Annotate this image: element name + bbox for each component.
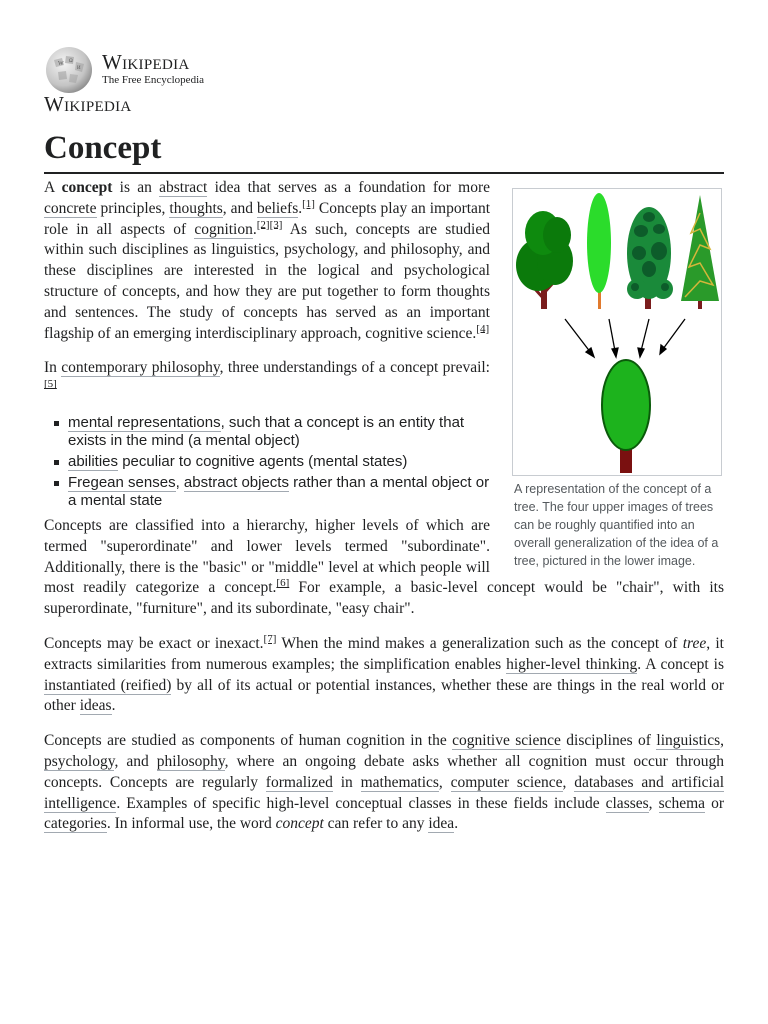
intro-paragraph: A concept is an abstract idea that serves as a foundation for more concrete principles, thoughts, and beliefs.[1] Concepts play an important role in all aspects of cognition.[2][3] As such, concepts are studied within such disciplines as linguistics, psychology, and philosophy, and these disciplines are interested in the logical and psychological structure of concepts, and how they are put together to form thoughts and sentences. The study of concepts has served as an important flagship of an emerging interdisciplinary approach, cognitive science.[4]	[44, 179, 490, 342]
reference-link[interactable]: [4]	[476, 322, 490, 335]
link-cognitive-science[interactable]: cognitive science	[452, 732, 561, 750]
italic-term-tree: tree	[682, 634, 707, 652]
svg-text:W: W	[58, 61, 64, 67]
link-fregean-senses[interactable]: Fregean senses	[68, 473, 176, 491]
reference-link[interactable]: [6]	[276, 577, 290, 590]
disciplines-paragraph: Concepts are studied as components of human cognition in the cognitive science disciplines of linguistics, psychology, and philosophy, where an ongoing debate asks whether all cognition must occur through concepts. Concepts are regularly formalized in mathematics, computer science, databases and artificial intelligence. Examples of specific high-level conceptual classes in these fields include classes, schema or categories. In informal use, the word concept can refer to any idea.	[44, 732, 725, 833]
list-item: abilities peculiar to cognitive agents (mental states)	[44, 453, 724, 471]
site-header	[44, 46, 344, 116]
italic-term-concept: concept	[275, 815, 324, 833]
link-mental-representations[interactable]: mental representations	[68, 413, 221, 431]
link-schema[interactable]: schema	[658, 794, 706, 812]
link-cognition[interactable]: cognition	[194, 220, 253, 238]
generalization-paragraph: Concepts may be exact or inexact.[7] When the mind makes a generalization such as the concept of tree, it extracts similarities from numerous examples; the simplification enables higher-level thinking. A concept is instantiated (reified) by all of its actual or potential instances, whether these are things in the real world or other ideas.	[44, 632, 725, 715]
reference-link[interactable]: [7]	[263, 632, 277, 645]
wikipedia-wordmark[interactable]: Wikipedia	[102, 50, 190, 74]
link-psychology[interactable]: psychology	[44, 752, 115, 770]
svg-text:И: И	[77, 66, 81, 71]
link-ideas[interactable]: ideas	[79, 697, 112, 715]
link-contemporary-philosophy[interactable]: contemporary philosophy	[61, 359, 220, 377]
link-classes[interactable]: classes	[605, 794, 649, 812]
link-higher-level-thinking[interactable]: higher-level thinking	[506, 655, 638, 673]
understandings-list	[44, 414, 724, 510]
link-computer-science[interactable]: computer science	[450, 773, 563, 791]
page-title: Concept	[44, 130, 162, 166]
link-philosophy[interactable]: philosophy	[156, 752, 225, 770]
understandings-intro-paragraph: In contemporary philosophy, three understandings of a concept prevail:[5]	[44, 359, 490, 391]
link-formalized[interactable]: formalized	[265, 773, 333, 791]
reference-link[interactable]: [3]	[269, 218, 283, 231]
wikipedia-wordmark-secondary[interactable]: Wikipedia	[44, 92, 132, 116]
title-divider	[44, 172, 724, 174]
tree-concept-figure	[512, 188, 724, 570]
link-instantiated[interactable]: instantiated (reified)	[44, 676, 172, 694]
link-databases-and-ai[interactable]: databases and artificial intelligence	[44, 773, 725, 812]
wikipedia-tagline: The Free Encyclopedia	[102, 74, 205, 86]
link-linguistics[interactable]: linguistics	[656, 732, 721, 750]
bold-term-concept: concept	[61, 179, 113, 196]
broad-tree-image	[516, 211, 573, 309]
link-beliefs[interactable]: beliefs	[256, 199, 299, 217]
svg-text:Ω: Ω	[69, 59, 73, 64]
link-mathematics[interactable]: mathematics	[360, 773, 439, 791]
hierarchy-paragraph: Concepts are classified into a hierarchy, higher levels of which are termed "superordinate" and lower levels termed "subordinate". Additionally, there is the "basic" or "middle" level at which people will most readily categorize a concept.[6] For example, a basic-level concept would be "chair", with its superordinate, "furniture", and its subordinate, "easy chair".	[44, 516, 724, 618]
link-abilities[interactable]: abilities	[68, 452, 119, 470]
link-abstract-objects[interactable]: abstract objects	[183, 473, 289, 491]
link-concrete[interactable]: concrete	[44, 199, 97, 217]
spotted-tree-image	[627, 207, 673, 309]
convergence-arrows	[565, 319, 685, 357]
reference-link[interactable]: [2]	[256, 218, 270, 231]
conifer-tree-image	[681, 195, 719, 309]
reference-link[interactable]: [5]	[44, 378, 57, 391]
wikipedia-globe-logo[interactable]	[44, 46, 94, 94]
link-idea[interactable]: idea	[428, 815, 455, 833]
link-categories[interactable]: categories	[44, 815, 107, 833]
figure-caption: A representation of the concept of a tree. The four upper images of trees can be roughly quantified into an overall generalization of the idea of a tree, pictured in the lower image.	[514, 482, 719, 568]
poplar-tree-image	[587, 193, 611, 309]
link-abstract[interactable]: abstract	[159, 179, 208, 196]
reference-link[interactable]: [1]	[302, 197, 315, 210]
list-item: Fregean senses, abstract objects rather than a mental object or a mental state	[44, 474, 724, 510]
article-body	[44, 178, 724, 849]
link-thoughts[interactable]: thoughts	[169, 199, 223, 217]
list-item: mental representations, such that a concept is an entity that exists in the mind (a mental object)	[44, 414, 724, 450]
